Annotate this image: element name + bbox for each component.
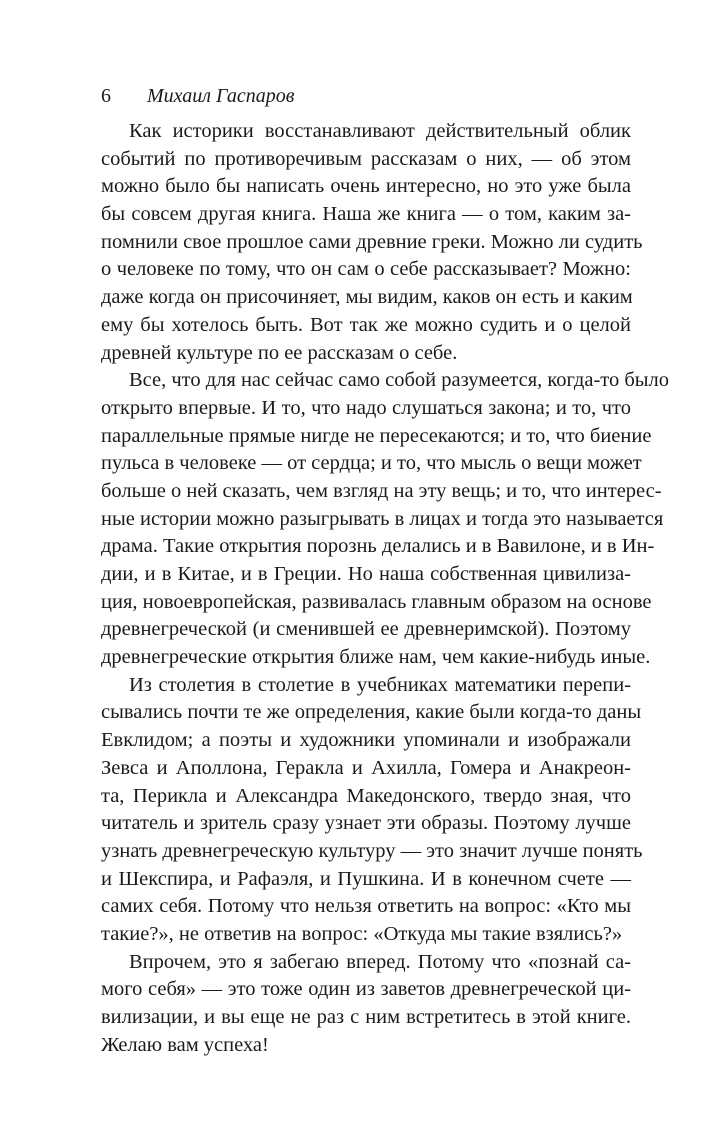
text-line: Как историки восстанавливают действительный облик <box>129 120 631 142</box>
text-line: событий по противоречивым рассказам о них, — об этом <box>101 147 631 170</box>
text-line: бы совсем другая книга. Наша же книга — о том, каким за- <box>101 203 631 226</box>
text-line: Все, что для нас сейчас само собой разумеется, когда-то было <box>129 369 670 392</box>
text-line: сывались почти те же определения, какие были когда-то даны <box>101 701 642 724</box>
text-line: ные истории можно разыгрывать в лицах и тогда это называется <box>101 507 664 530</box>
text-line: пульса в человеке — от сердца; и то, что мысль о вещи может <box>101 452 642 475</box>
text-line: древнегреческой (и сменившей ее древнеримской). Поэтому <box>101 618 631 641</box>
running-head <box>101 84 294 108</box>
text-line: ему бы хотелось быть. Вот так же можно судить и о целой <box>101 313 631 336</box>
text-line: параллельные прямые нигде не пересекаются; и то, что биение <box>101 424 652 447</box>
paragraph <box>101 672 643 949</box>
paragraph <box>101 949 631 1060</box>
text-line: Впрочем, это я забегаю вперед. Потому что «познай са- <box>129 950 631 973</box>
text-line: Из столетия в столетие в учебниках математики перепи- <box>129 673 631 696</box>
text-line: и Шекспира, и Рафаэля, и Пушкина. И в конечном счете — <box>101 867 631 890</box>
text-line: мого себя» — это тоже один из заветов древнегреческой ци- <box>101 978 631 1001</box>
text-line: такие?», не ответив на вопрос: «Откуда мы такие взялись?» <box>101 922 623 945</box>
text-line: древнегреческие открытия ближе нам, чем какие-нибудь иные. <box>101 646 651 669</box>
text-line: Желаю вам успеха! <box>101 1033 269 1056</box>
paragraph <box>101 118 643 367</box>
text-line: древней культуре по ее рассказам о себе. <box>101 341 458 364</box>
text-line: самих себя. Потому что нельзя ответить на вопрос: «Кто мы <box>101 895 631 918</box>
text-line: о человеке по тому, что он сам о себе рассказывает? Можно: <box>101 258 631 281</box>
author-name: Михаил Гаспаров <box>147 85 295 107</box>
text-line: вилизации, и вы еще не раз с ним встретитесь в этой книге. <box>101 1006 631 1028</box>
text-line: дии, и в Китае, и в Греции. Но наша собственная цивилиза- <box>101 563 631 585</box>
text-line: открыто впервые. И то, что надо слушаться закона; и то, что <box>101 396 631 419</box>
text-line: Зевса и Аполлона, Геракла и Ахилла, Гомера и Анакреон- <box>101 756 631 779</box>
text-line: драма. Такие открытия порознь делались и в Вавилоне, и в Ин- <box>101 535 655 558</box>
paragraph <box>101 367 670 672</box>
text-line: помнили свое прошлое сами древние греки. Можно ли судить <box>101 230 643 253</box>
text-line: узнать древнегреческую культуру — это значит лучше понять <box>101 839 643 862</box>
text-line: больше о ней сказать, чем взгляд на эту вещь; и то, что интерес- <box>101 479 662 502</box>
text-line: даже когда он присочиняет, мы видим, каков он есть и каким <box>101 286 633 309</box>
text-line: читатель и зритель сразу узнает эти образы. Поэтому лучше <box>101 812 631 835</box>
page-number: 6 <box>101 85 111 107</box>
text-line: Евклидом; а поэты и художники упоминали и изображали <box>101 729 631 752</box>
body-text <box>101 118 670 1059</box>
text-line: ция, новоевропейская, развивалась главным образом на основе <box>101 590 652 613</box>
text-line: можно было бы написать очень интересно, но это уже была <box>101 175 631 198</box>
text-line: та, Перикла и Александра Македонского, твердо зная, что <box>101 784 631 807</box>
